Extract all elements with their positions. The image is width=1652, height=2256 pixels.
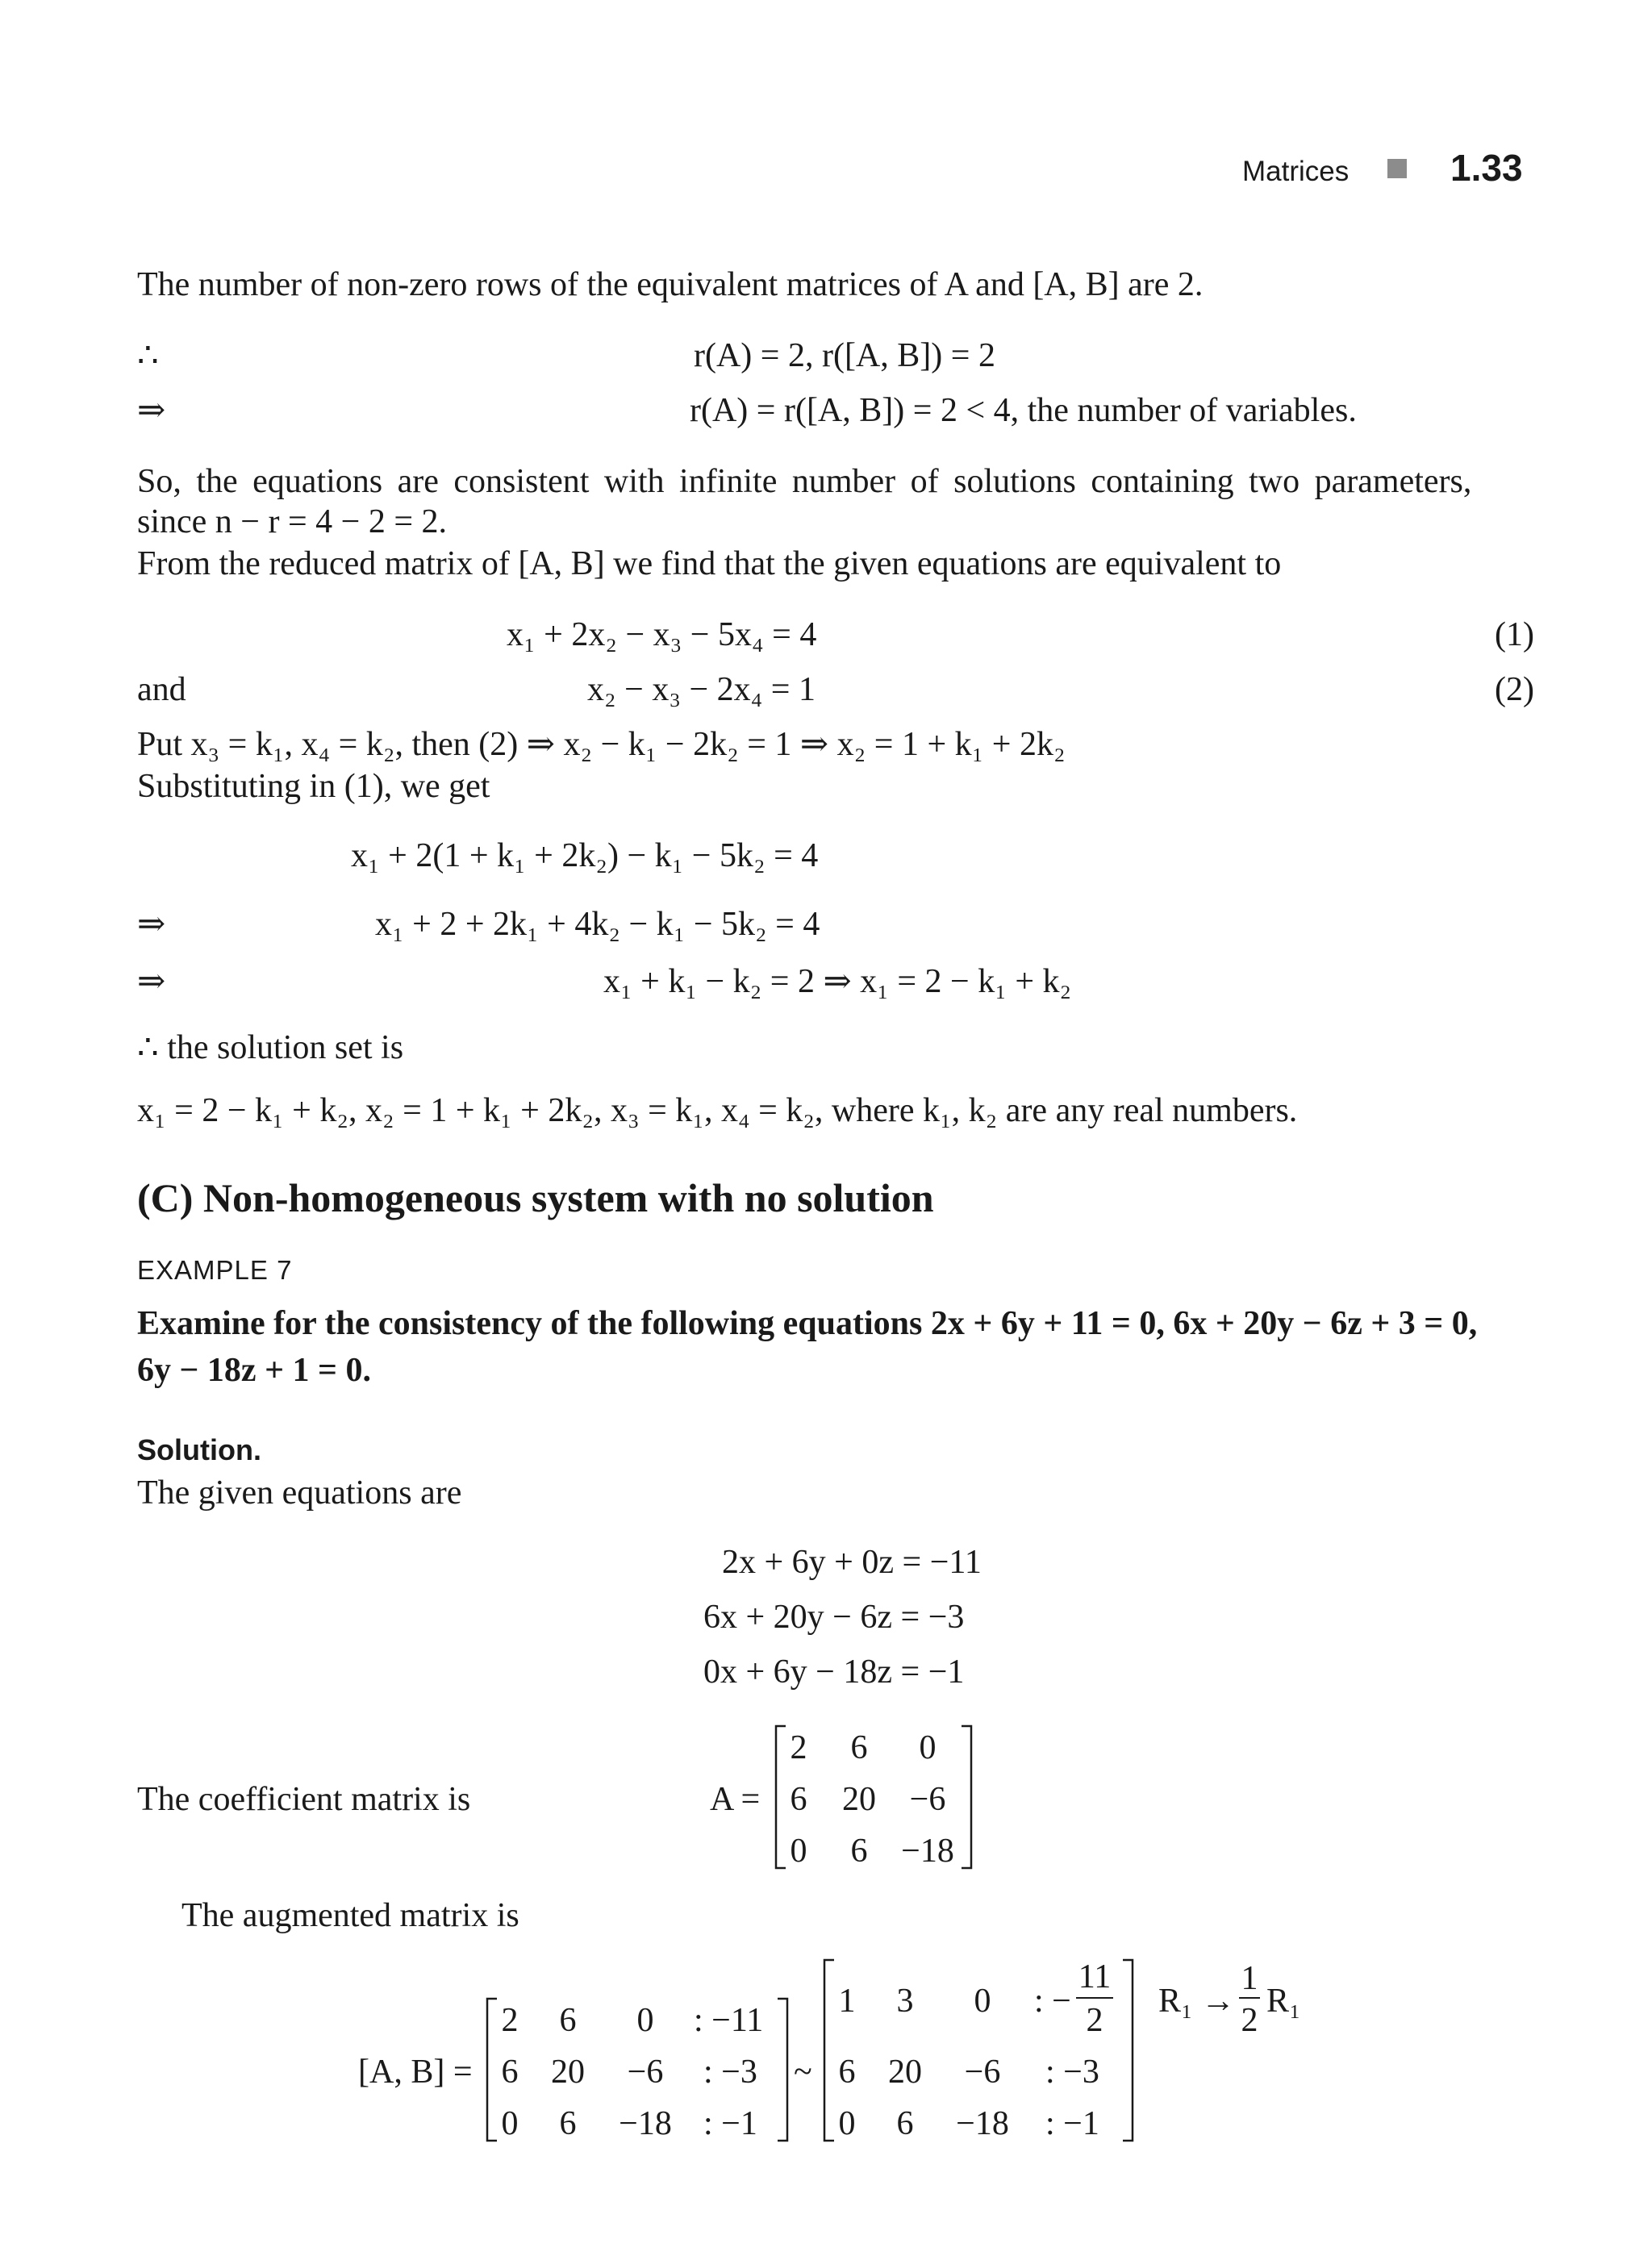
implies-symbol: ⇒	[137, 392, 166, 429]
matrix-reduced-frac-prefix: : −	[1034, 1983, 1071, 2020]
matrix-reduced-cell: 0	[974, 1983, 991, 2020]
matrix-reduced-cell: 0	[838, 2105, 856, 2142]
matrix-reduced-cell: 1	[838, 1983, 856, 2020]
matrix-a-cell: −18	[901, 1833, 954, 1870]
matrix-reduced-frac-den: 2	[1086, 2002, 1103, 2039]
substitution-step-3: x₁ + k₁ − k₂ = 2 ⇒ x₁ = 2 − k₁ + k₂	[603, 963, 1072, 1000]
solution-label: Solution.	[137, 1433, 261, 1466]
section-title: (C) Non-homogeneous system with no solution	[137, 1175, 934, 1220]
given-equation-2: 6x + 20y − 6z = −3	[703, 1599, 965, 1636]
matrix-ab-cell: 6	[559, 2002, 577, 2039]
and-label: and	[137, 671, 186, 708]
solution-set-label: ∴ the solution set is	[137, 1029, 404, 1066]
matrix-a-right-bracket	[958, 1724, 974, 1870]
matrix-reduced-right-bracket	[1120, 1958, 1136, 2142]
equation-2-number: (2)	[1495, 671, 1534, 708]
paragraph-consistent-cont: since n − r = 4 − 2 = 2.	[137, 503, 448, 540]
matrix-ab-cell: : −3	[703, 2054, 757, 2091]
matrix-ab-cell: 20	[551, 2054, 585, 2091]
matrix-ab-cell: 6	[501, 2054, 519, 2091]
substitution-step-1: x₁ + 2(1 + k₁ + 2k₂) − k₁ − 5k₂ = 4	[351, 837, 819, 874]
equation-1: x₁ + 2x₂ − x₃ − 5x₄ = 4	[507, 616, 817, 653]
given-equations-label: The given equations are	[137, 1474, 462, 1512]
page-number: 1.33	[1450, 147, 1523, 189]
row-operation-frac-num: 1	[1241, 1960, 1258, 1997]
matrix-reduced-cell: 6	[838, 2054, 856, 2091]
substituting-line: Substituting in (1), we get	[137, 768, 490, 805]
matrix-a-cell: 6	[850, 1833, 868, 1870]
matrix-reduced-cell: −6	[964, 2054, 1001, 2091]
matrix-ab-label: [A, B] =	[358, 2054, 473, 2091]
matrix-a-cell: 0	[790, 1833, 807, 1870]
row-operation-lhs: R₁ →	[1158, 1983, 1236, 2020]
header-square-icon	[1387, 159, 1407, 178]
paragraph-rank-rows: The number of non-zero rows of the equivalent matrices of A and [A, B] are 2.	[137, 266, 1204, 303]
matrix-a-cell: 2	[790, 1729, 807, 1766]
matrix-a-label: A =	[710, 1781, 761, 1818]
implies-symbol: ⇒	[137, 963, 166, 1000]
paragraph-reduced: From the reduced matrix of [A, B] we find that the given equations are equivalent to	[137, 545, 1282, 582]
put-line: Put x₃ = k₁, x₄ = k₂, then (2) ⇒ x₂ − k₁ − 2k₂ = 1 ⇒ x₂ = 1 + k₁ + 2k₂	[137, 726, 1066, 763]
matrix-reduced-cell: 3	[896, 1983, 914, 2020]
matrix-ab-right-bracket	[774, 1997, 791, 2142]
therefore-symbol: ∴	[137, 337, 159, 374]
row-operation-frac-den: 2	[1241, 2002, 1258, 2039]
matrix-ab-cell: 0	[501, 2105, 519, 2142]
example-statement: Examine for the consistency of the following equations 2x + 6y + 11 = 0, 6x + 20y − 6z + 3 = 0,	[137, 1305, 1478, 1342]
implies-symbol: ⇒	[137, 906, 166, 943]
matrix-a-cell: 6	[790, 1781, 807, 1818]
matrix-ab-cell: −18	[619, 2105, 672, 2142]
equivalence-tilde: ~	[794, 2054, 812, 2091]
given-equation-3: 0x + 6y − 18z = −1	[703, 1653, 965, 1691]
augmented-matrix-label: The augmented matrix is	[181, 1897, 519, 1934]
matrix-reduced-cell: : −3	[1045, 2054, 1099, 2091]
solution-set: x₁ = 2 − k₁ + k₂, x₂ = 1 + k₁ + 2k₂, x₃ = k₁, x₄ = k₂, where k₁, k₂ are any real numbers.	[137, 1092, 1298, 1129]
rank-line: r(A) = 2, r([A, B]) = 2	[694, 337, 995, 374]
coefficient-matrix-label: The coefficient matrix is	[137, 1781, 471, 1818]
matrix-a-cell: 20	[842, 1781, 876, 1818]
rank-compare-line: r(A) = r([A, B]) = 2 < 4, the number of variables.	[690, 392, 1357, 429]
matrix-a-cell: 0	[919, 1729, 937, 1766]
matrix-reduced-cell: 20	[888, 2054, 922, 2091]
matrix-ab-cell: 0	[636, 2002, 654, 2039]
paragraph-consistent: So, the equations are consistent with infinite number of solutions containing two parameters,	[137, 463, 1472, 500]
example-statement-cont: 6y − 18z + 1 = 0.	[137, 1352, 371, 1389]
example-label: EXAMPLE 7	[137, 1255, 293, 1285]
matrix-reduced-cell: 6	[896, 2105, 914, 2142]
matrix-ab-cell: : −11	[694, 2002, 764, 2039]
matrix-ab-cell: 6	[559, 2105, 577, 2142]
matrix-reduced-frac-num: 11	[1078, 1958, 1112, 1995]
matrix-reduced-frac-line	[1076, 1997, 1113, 1999]
matrix-ab-cell: : −1	[703, 2105, 757, 2142]
matrix-ab-cell: 2	[501, 2002, 519, 2039]
matrix-ab-cell: −6	[627, 2054, 664, 2091]
substitution-step-2: x₁ + 2 + 2k₁ + 4k₂ − k₁ − 5k₂ = 4	[375, 906, 820, 943]
equation-1-number: (1)	[1495, 616, 1534, 653]
row-operation-frac-line	[1239, 1997, 1260, 1999]
matrix-a-cell: −6	[909, 1781, 946, 1818]
matrix-a-cell: 6	[850, 1729, 868, 1766]
chapter-title: Matrices	[1242, 156, 1350, 187]
equation-2: x₂ − x₃ − 2x₄ = 1	[587, 671, 816, 708]
matrix-reduced-cell: : −1	[1045, 2105, 1099, 2142]
matrix-reduced-cell: −18	[956, 2105, 1009, 2142]
given-equation-1: 2x + 6y + 0z = −11	[722, 1544, 982, 1581]
row-operation-rhs: R₁	[1266, 1983, 1301, 2020]
